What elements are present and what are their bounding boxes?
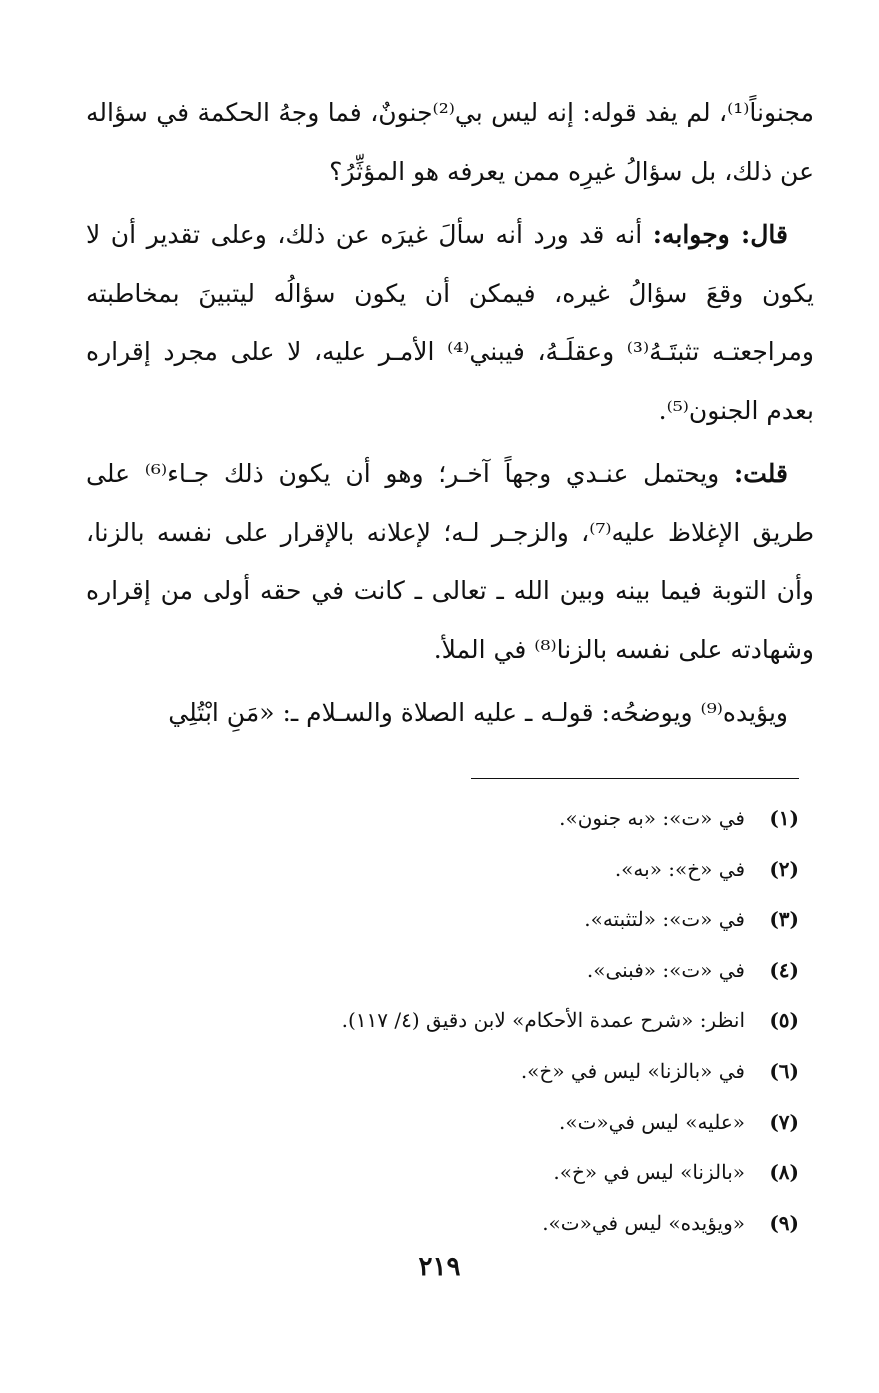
paragraph-text: أنه قد ورد أنه سألَ غيرَه عن ذلك، وعلى تقدير أن لا يكون وقعَ سؤالُ غيره، فيمكن أن يكون سؤالُه ليتبينَ بمخاطبته ومراجعتـه تثبتَـهُ⁽³⁾ وعقلَـهُ، فيبني⁽⁴⁾ الأمـر عليه، لا على مجرد إقراره بعدم الجنون⁽⁵⁾.	[86, 220, 814, 425]
footnote-item	[139, 1147, 799, 1198]
paragraph-1	[86, 84, 814, 201]
footnote-number: (٦)	[769, 1058, 799, 1083]
footnote-text: في «ت»: «به جنون».	[559, 806, 745, 830]
footnote-number: (٨)	[769, 1160, 799, 1185]
footnote-text: انظر: «شرح عمدة الأحكام» لابن دقيق (٤/ ١١٧).	[341, 1008, 745, 1033]
paragraph-lead: قلت:	[733, 459, 788, 488]
paragraph-3	[86, 445, 814, 679]
footnote-number: (٧)	[769, 1109, 799, 1134]
footnote-number: (٩)	[769, 1210, 799, 1235]
paragraph-text: ويحتمل عنـدي وجهاً آخـر؛ وهو أن يكون ذلك جـاء⁽⁶⁾ على طريق الإغلاظ عليه⁽⁷⁾، والزجـر لـه؛ لإعلانه بالإقرار على نفسه بالزنا، وأن التوبة فيما بينه وبين الله ـ تعالى ـ كانت في حقه أولى من إقراره وشهادته على نفسه بالزنا⁽⁸⁾ في الملأ.	[86, 459, 814, 664]
footnote-text: في «ت»: «فبنى».	[586, 957, 745, 982]
footnote-divider	[471, 778, 799, 779]
main-text	[86, 84, 814, 748]
paragraph-4	[86, 684, 814, 743]
footnote-item	[139, 894, 799, 945]
footnotes-list	[139, 793, 799, 1248]
footnote-number: (١)	[769, 806, 799, 830]
footnote-item	[139, 793, 799, 844]
paragraph-text: ويؤيده⁽⁹⁾ ويوضحُه: قولـه ـ عليه الصلاة والسـلام ـ: «مَنِ ابْتُلِي	[168, 698, 788, 727]
footnote-item	[139, 995, 799, 1046]
footnote-number: (٥)	[769, 1008, 799, 1033]
footnote-item	[139, 1198, 799, 1249]
paragraph-2	[86, 206, 814, 440]
page-number: ٢١٩	[418, 1252, 461, 1282]
footnote-item	[139, 1046, 799, 1097]
paragraph-text: مجنوناً⁽¹⁾، لم يفد قوله: إنه ليس بي⁽²⁾جنونٌ، فما وجهُ الحكمة في سؤاله عن ذلك، بل سؤالُ غيرِه ممن يعرفه هو المؤثِّرُ؟	[86, 98, 814, 186]
footnote-text: في «بالزنا» ليس في «خ».	[520, 1058, 745, 1083]
paragraph-lead: قال: وجوابه:	[652, 220, 788, 249]
footnote-number: (٢)	[769, 856, 799, 881]
footnote-item	[139, 1097, 799, 1148]
footnote-item	[139, 945, 799, 996]
footnote-item	[139, 844, 799, 895]
footnote-number: (٣)	[769, 907, 799, 932]
footnote-text: «عليه» ليس في«ت».	[558, 1109, 745, 1134]
footnote-text: «ويؤيده» ليس في«ت».	[542, 1210, 745, 1235]
footnote-number: (٤)	[769, 957, 799, 982]
footnote-text: في «ت»: «لتثبته».	[584, 907, 745, 932]
footnote-text: في «خ»: «به».	[614, 856, 745, 881]
footnote-text: «بالزنا» ليس في «خ».	[553, 1160, 745, 1185]
